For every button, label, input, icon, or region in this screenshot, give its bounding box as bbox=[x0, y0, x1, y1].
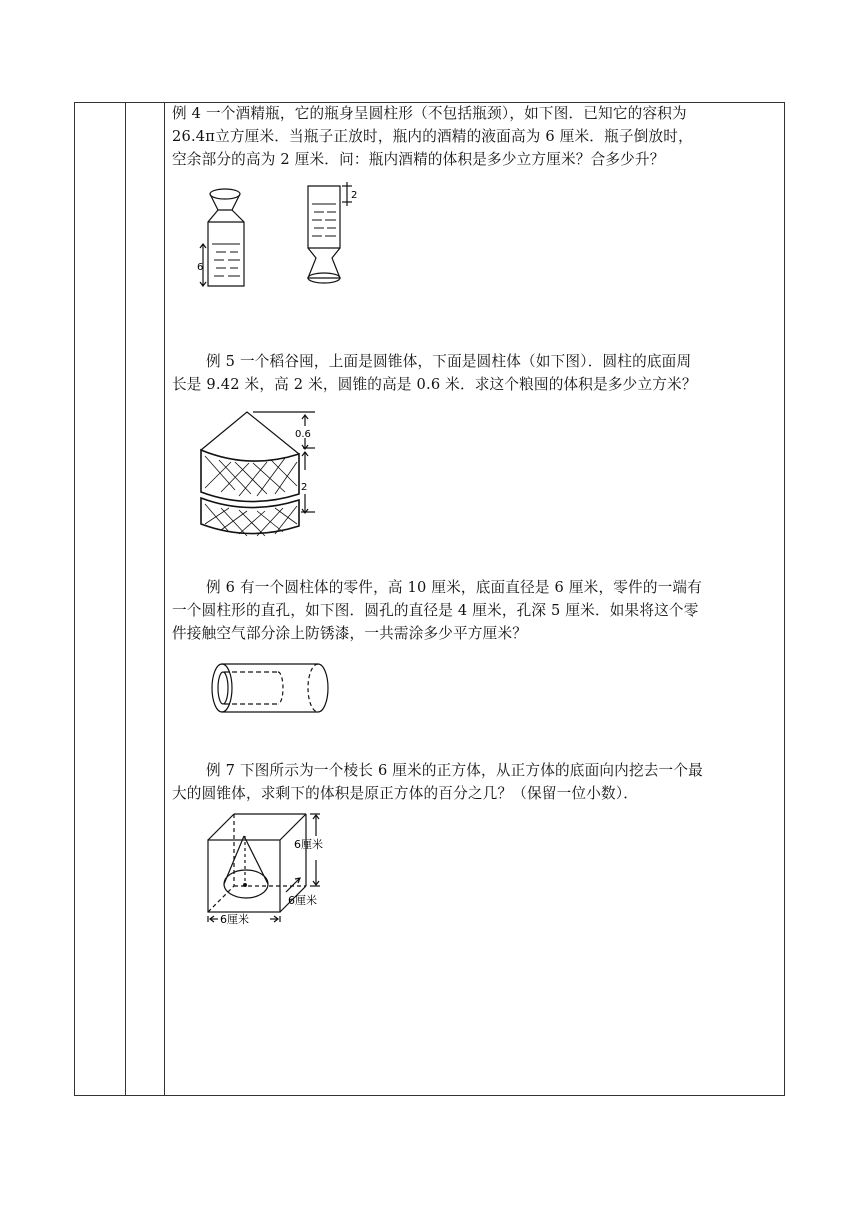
column-divider-2 bbox=[164, 103, 165, 1095]
example-5-line-1: 例 5 一个稻谷囤，上面是圆锥体，下面是圆柱体（如下图）．圆柱的底面周 bbox=[206, 353, 692, 370]
label-2: 2 bbox=[351, 190, 358, 201]
granary-figure bbox=[195, 408, 325, 548]
column-divider-1 bbox=[125, 103, 126, 1095]
example-6-line-3: 件接触空气部分涂上防锈漆，一共需涂多少平方厘米？ bbox=[172, 625, 528, 642]
cube-cone-figure bbox=[200, 808, 340, 928]
example-5-line-2: 长是 9.42 米，高 2 米，圆锥的高是 0.6 米．求这个粮囤的体积是多少立方米？ bbox=[172, 376, 697, 393]
label-0-6: 0.6 bbox=[295, 429, 311, 440]
example-6-line-1: 例 6 有一个圆柱体的零件，高 10 厘米，底面直径是 6 厘米，零件的一端有 bbox=[206, 579, 702, 596]
label-6: 6 bbox=[197, 262, 204, 273]
cylinder-part-figure bbox=[208, 660, 333, 720]
label-width: 6厘米 bbox=[220, 913, 249, 926]
label-2: 2 bbox=[301, 482, 308, 493]
bottles-figure bbox=[190, 182, 370, 292]
example-7-line-2: 大的圆锥体，求剩下的体积是原正方体的百分之几？（保留一位小数）． bbox=[172, 785, 639, 802]
example-4-line-1: 例 4 一个酒精瓶，它的瓶身呈圆柱形（不包括瓶颈），如下图．已知它的容积为 bbox=[172, 105, 687, 122]
example-4-line-2: 26.4π立方厘米．当瓶子正放时，瓶内的酒精的液面高为 6 厘米．瓶子倒放时， bbox=[172, 128, 693, 145]
example-6-line-2: 一个圆柱形的直孔，如下图．圆孔的直径是 4 厘米，孔深 5 厘米．如果将这个零 bbox=[172, 602, 699, 619]
label-depth: 6厘米 bbox=[288, 894, 317, 907]
example-4-line-3: 空余部分的高为 2 厘米．问：瓶内酒精的体积是多少立方厘米？合多少升？ bbox=[172, 151, 665, 168]
document-table bbox=[74, 102, 785, 1096]
label-height: 6厘米 bbox=[294, 838, 323, 851]
example-7-line-1: 例 7 下图所示为一个棱长 6 厘米的正方体，从正方体的底面向内挖去一个最 bbox=[206, 762, 703, 779]
